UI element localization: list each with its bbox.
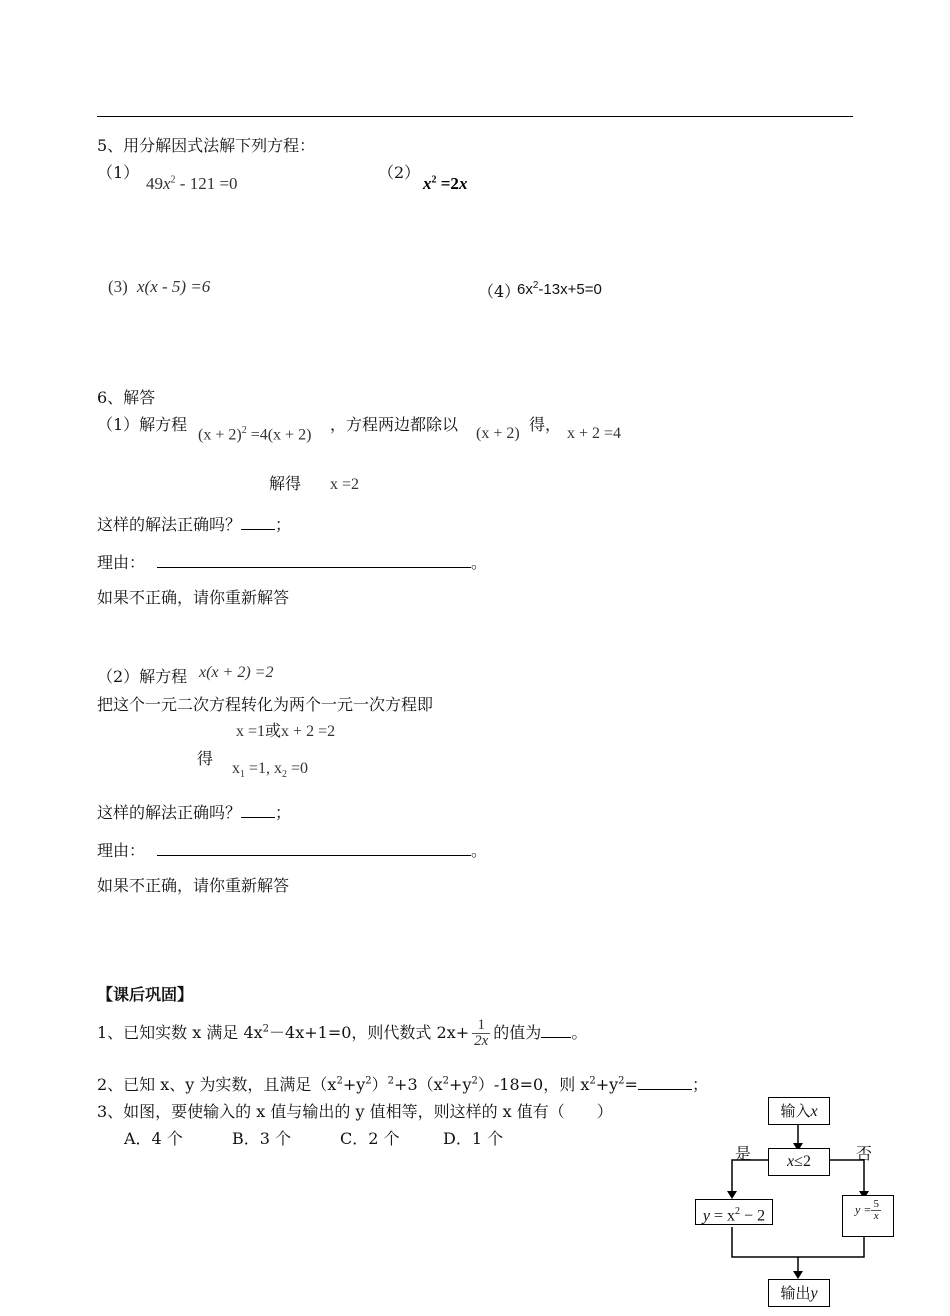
q5-part3-equation: x(x - 5) =6 (137, 277, 211, 296)
flowchart-yes-label: 是 (735, 1144, 752, 1163)
flowchart-input-box: 输入x (768, 1097, 830, 1125)
review-q2: 2、已知 x、y 为实数，且满足$(x^2+y^2)^2+3(x^2+y^2)-18=0$，则 $x^2+y^2=$ ； (97, 1075, 708, 1094)
q6-s2-linear-eqs: x =1或x + 2 =2 (236, 721, 336, 740)
q6-s1-solve-label: 解得 (269, 474, 302, 493)
q6-s1-reason-blank[interactable] (157, 553, 471, 568)
q5-title: 5、用分解因式法解下列方程： (97, 136, 316, 155)
q6-s2-de: 得 (197, 749, 214, 768)
q3-option-c[interactable]: C．2 个 (340, 1129, 400, 1148)
q6-s2-results: $x_1 =1$, $x_2 =0$ (232, 760, 309, 781)
q6-s1-result-eq: x + 2 =4 (567, 425, 622, 442)
q6-s1-solve-eq: x =2 (330, 476, 360, 493)
q6-s1-equation: $(x + 2)^2 =4(x + 2)$ (198, 425, 312, 444)
header-rule (97, 116, 853, 117)
flowchart-condition-box: x≤2 (768, 1148, 830, 1176)
flowchart-right-box: y = $\frac{5}{x}$ (842, 1195, 894, 1237)
q6-s1-mid: ，方程两边都除以 (330, 415, 459, 434)
q6-s1-question: 这样的解法正确吗？ ； (97, 515, 292, 534)
q5-part4-equation: $6x^2-13x+5=0$ (517, 280, 602, 298)
q6-s1-reason: 理由： 。 (97, 553, 488, 572)
q6-s2-equation: x(x + 2) =2 (199, 664, 274, 681)
q3-option-a[interactable]: A．4 个 (124, 1129, 183, 1148)
q6-s2-prefix: （2）解方程 (97, 667, 188, 686)
q6-s1-mid2: 得， (529, 415, 562, 434)
q3-option-d[interactable]: D．1 个 (443, 1129, 504, 1148)
q1-fraction: $\frac{1}{2x}$ (474, 1017, 489, 1049)
q6-s2-answer-blank[interactable] (241, 803, 275, 818)
q3-option-b[interactable]: B．3 个 (232, 1129, 292, 1148)
q6-s1-answer-blank[interactable] (241, 515, 275, 530)
review-q1: 1、已知实数 x 满足 $4x^2-4x+1=0$，则代数式 2x+ $\frac{1}{2x}$ 的值为 。 (97, 1017, 588, 1049)
review-q3: 3、如图，要使输入的 x 值与输出的 y 值相等，则这样的 x 值有（ ） (97, 1102, 613, 1121)
q6-s1-prefix: （1）解方程 (97, 415, 188, 434)
flowchart-output-box: 输出y (768, 1279, 830, 1307)
q6-s1-redo: 如果不正确，请你重新解答 (97, 588, 290, 607)
q6-title: 6、解答 (97, 388, 156, 407)
q5-part3-label: (3) (108, 277, 128, 296)
q6-s2-reason: 理由： 。 (97, 841, 488, 860)
q6-s2-reason-blank[interactable] (157, 841, 471, 856)
q5-part4-label: （4） (478, 282, 521, 301)
q1-answer-blank[interactable] (541, 1023, 571, 1038)
q5-part2-label: （2） (378, 163, 421, 182)
q6-s2-redo: 如果不正确，请你重新解答 (97, 876, 290, 895)
q6-s2-transform: 把这个一元二次方程转化为两个一元一次方程即 (97, 695, 434, 714)
q2-answer-blank[interactable] (638, 1075, 692, 1090)
q6-s2-question: 这样的解法正确吗？ ； (97, 803, 292, 822)
flowchart-left-box: $y = x^2 - 2$ (695, 1199, 773, 1225)
review-heading: 【课后巩固】 (97, 985, 194, 1004)
flowchart-no-label: 否 (856, 1144, 873, 1163)
q5-part1-equation: $49x^2 - 121 =0$ (146, 174, 238, 193)
q5-part2-equation: $x^2 =2x$ (423, 174, 468, 193)
q6-s1-divisor: (x + 2) (476, 425, 520, 442)
q5-part1-label: （1） (97, 163, 140, 182)
